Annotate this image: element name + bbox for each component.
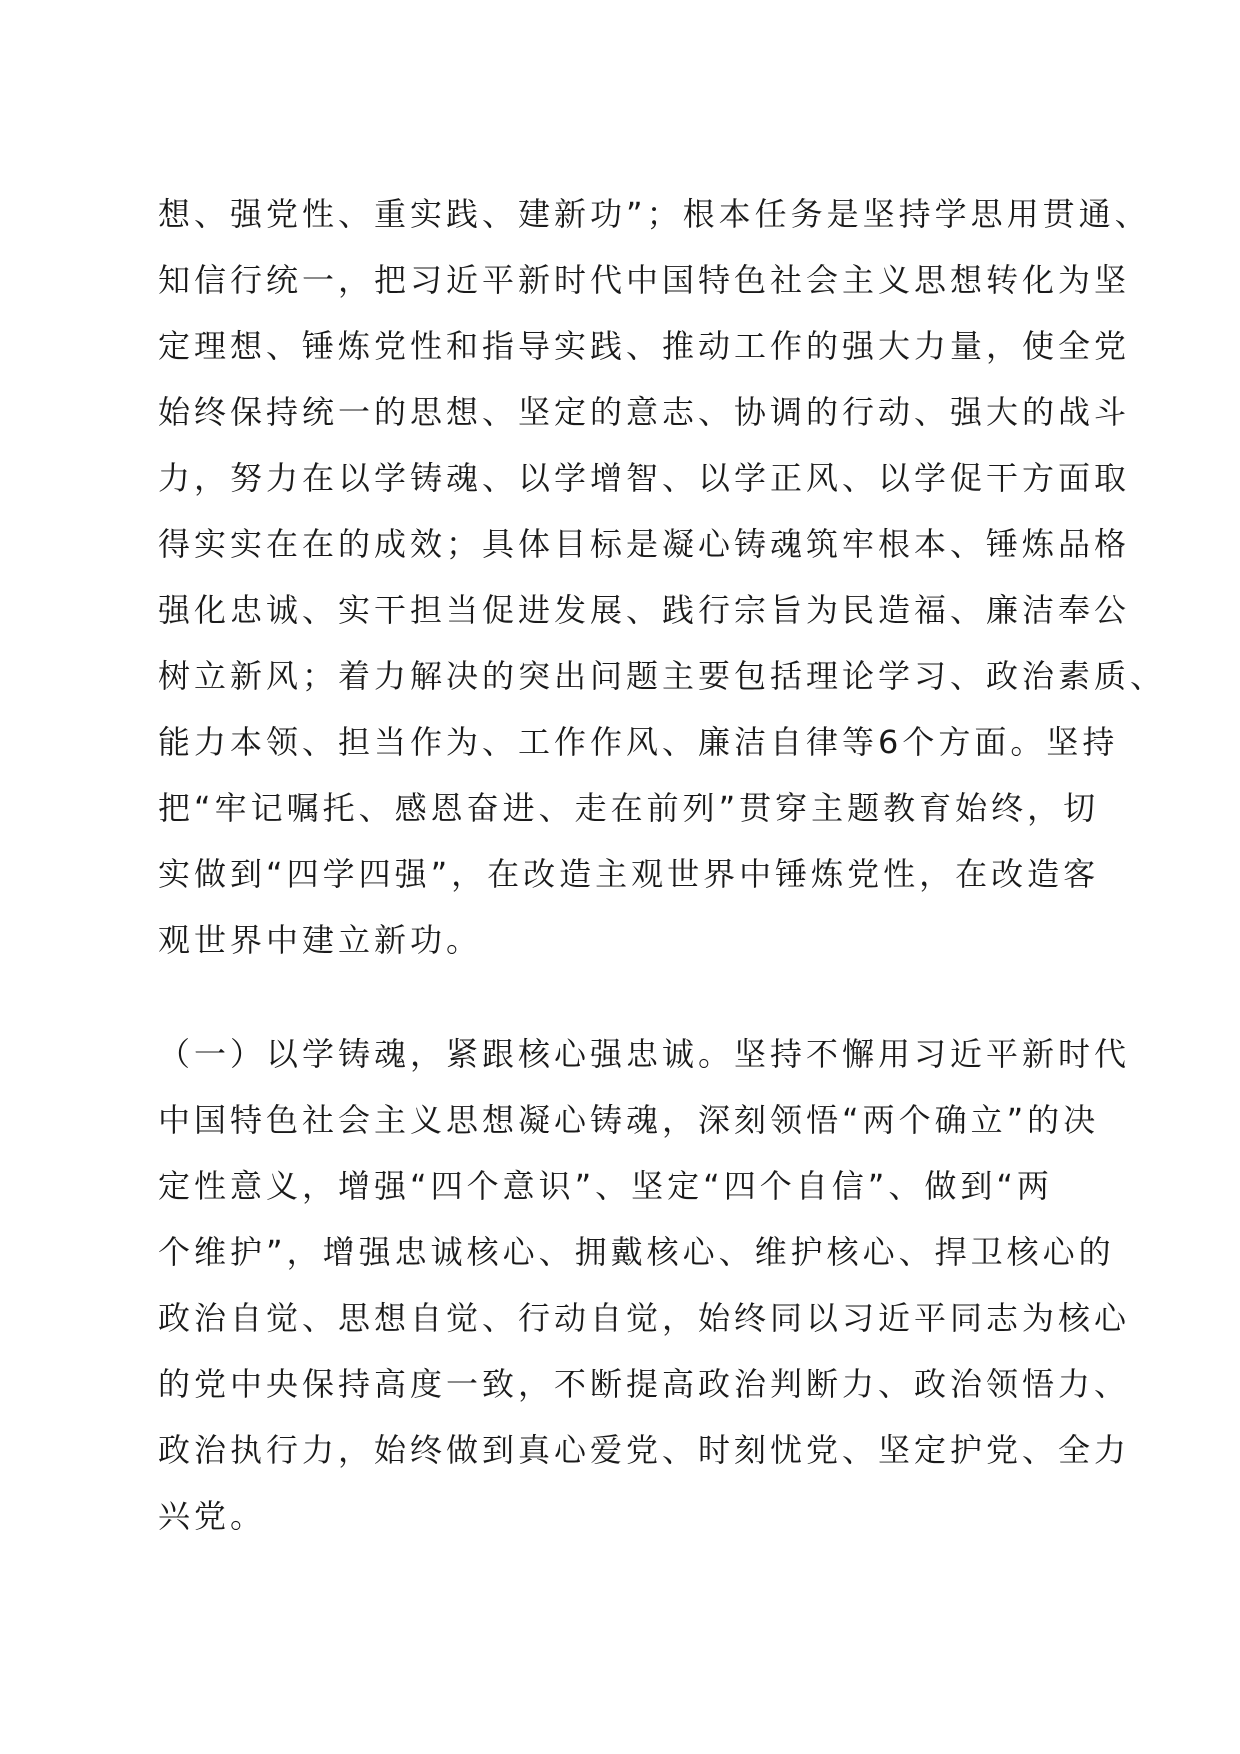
text-line: 树立新风；着力解决的突出问题主要包括理论学习、政治素质、	[158, 657, 1167, 695]
text-line: 强化忠诚、实干担当促进发展、践行宗旨为民造福、廉洁奉公	[158, 591, 1131, 629]
text-line: 中国特色社会主义思想凝心铸魂，深刻领悟“两个确立”的决	[158, 1101, 1100, 1139]
text-line: 观世界中建立新功。	[158, 921, 483, 959]
text-line: 兴党。	[158, 1497, 267, 1535]
paragraph-1	[158, 192, 1167, 984]
text-line: 想、强党性、重实践、建新功”；根本任务是坚持学思用贯通、	[158, 195, 1151, 233]
text-line: 政治执行力，始终做到真心爱党、时刻忧党、坚定护党、全力	[158, 1431, 1131, 1469]
text-line: 能力本领、担当作为、工作作风、廉洁自律等6个方面。坚持	[158, 723, 1119, 761]
text-line: （一）以学铸魂，紧跟核心强忠诚。坚持不懈用习近平新时代	[158, 1035, 1131, 1073]
text-line: 的党中央保持高度一致，不断提高政治判断力、政治领悟力、	[158, 1365, 1131, 1403]
text-line: 定性意义，增强“四个意识”、坚定“四个自信”、做到“两	[158, 1167, 1053, 1205]
text-line: 把“牢记嘱托、感恩奋进、走在前列”贯穿主题教育始终，切	[158, 789, 1100, 827]
text-line: 知信行统一，把习近平新时代中国特色社会主义思想转化为坚	[158, 261, 1131, 299]
text-line: 得实实在在的成效；具体目标是凝心铸魂筑牢根本、锤炼品格	[158, 525, 1131, 563]
paragraph-2	[158, 1032, 1131, 1560]
text-line: 力，努力在以学铸魂、以学增智、以学正风、以学促干方面取	[158, 459, 1131, 497]
text-line: 定理想、锤炼党性和指导实践、推动工作的强大力量，使全党	[158, 327, 1131, 365]
text-line: 政治自觉、思想自觉、行动自觉，始终同以习近平同志为核心	[158, 1299, 1131, 1337]
text-line: 个维护”，增强忠诚核心、拥戴核心、维护核心、捍卫核心的	[158, 1233, 1115, 1271]
text-line: 始终保持统一的思想、坚定的意志、协调的行动、强大的战斗	[158, 393, 1131, 431]
text-line: 实做到“四学四强”，在改造主观世界中锤炼党性，在改造客	[158, 855, 1100, 893]
